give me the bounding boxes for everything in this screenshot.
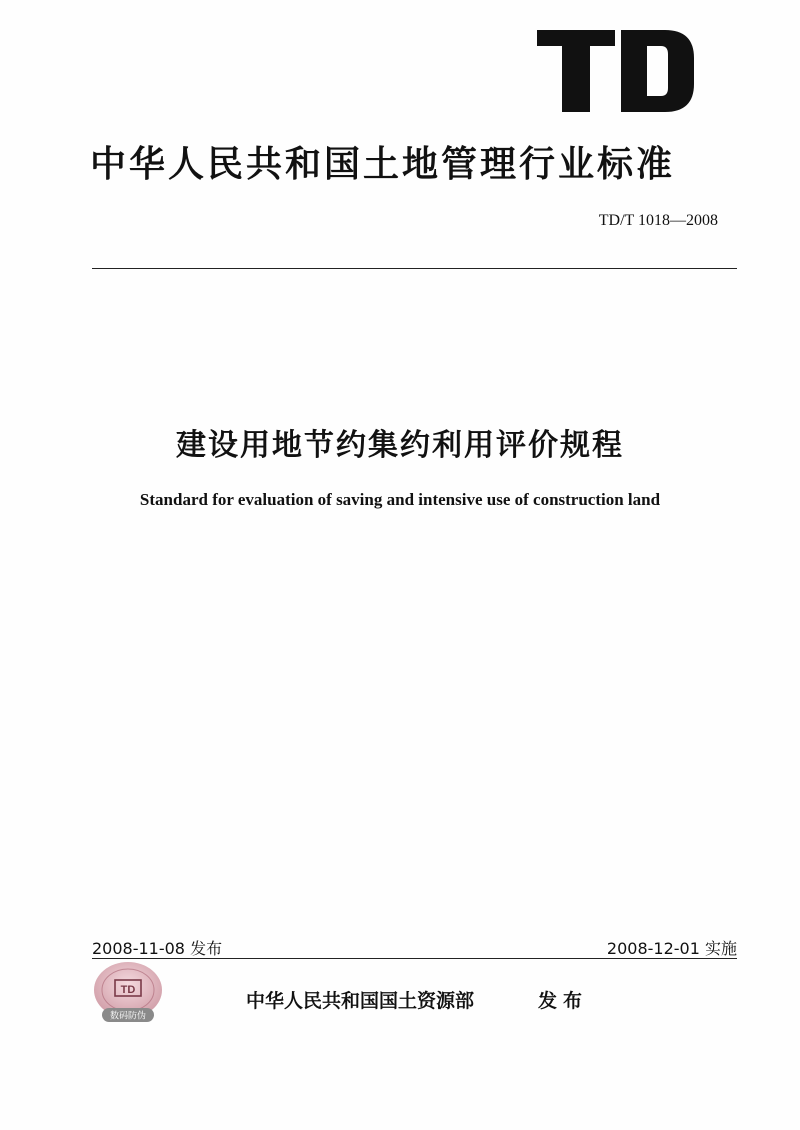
document-title-chinese: 建设用地节约集约利用评价规程 xyxy=(176,428,624,463)
publish-label: 发布 xyxy=(538,990,589,1012)
svg-text:TD: TD xyxy=(120,984,136,996)
industry-standard-title: 中华人民共和国土地管理行业标准 xyxy=(90,144,676,185)
publisher-name: 中华人民共和国国土资源部 xyxy=(246,990,475,1012)
bottom-divider xyxy=(92,958,737,959)
td-logo xyxy=(537,30,694,112)
top-divider xyxy=(92,268,737,269)
document-title-english: Standard for evaluation of saving and intensive use of construction land xyxy=(139,490,661,509)
anti-counterfeit-seal-icon xyxy=(88,960,168,1028)
svg-text:数码防伪: 数码防伪 xyxy=(109,1011,147,1022)
effective-date: 2008-12-01 实施 xyxy=(606,939,737,958)
issue-date: 2008-11-08 发布 xyxy=(92,939,223,958)
standard-number: TD/T 1018—2008 xyxy=(598,212,718,229)
